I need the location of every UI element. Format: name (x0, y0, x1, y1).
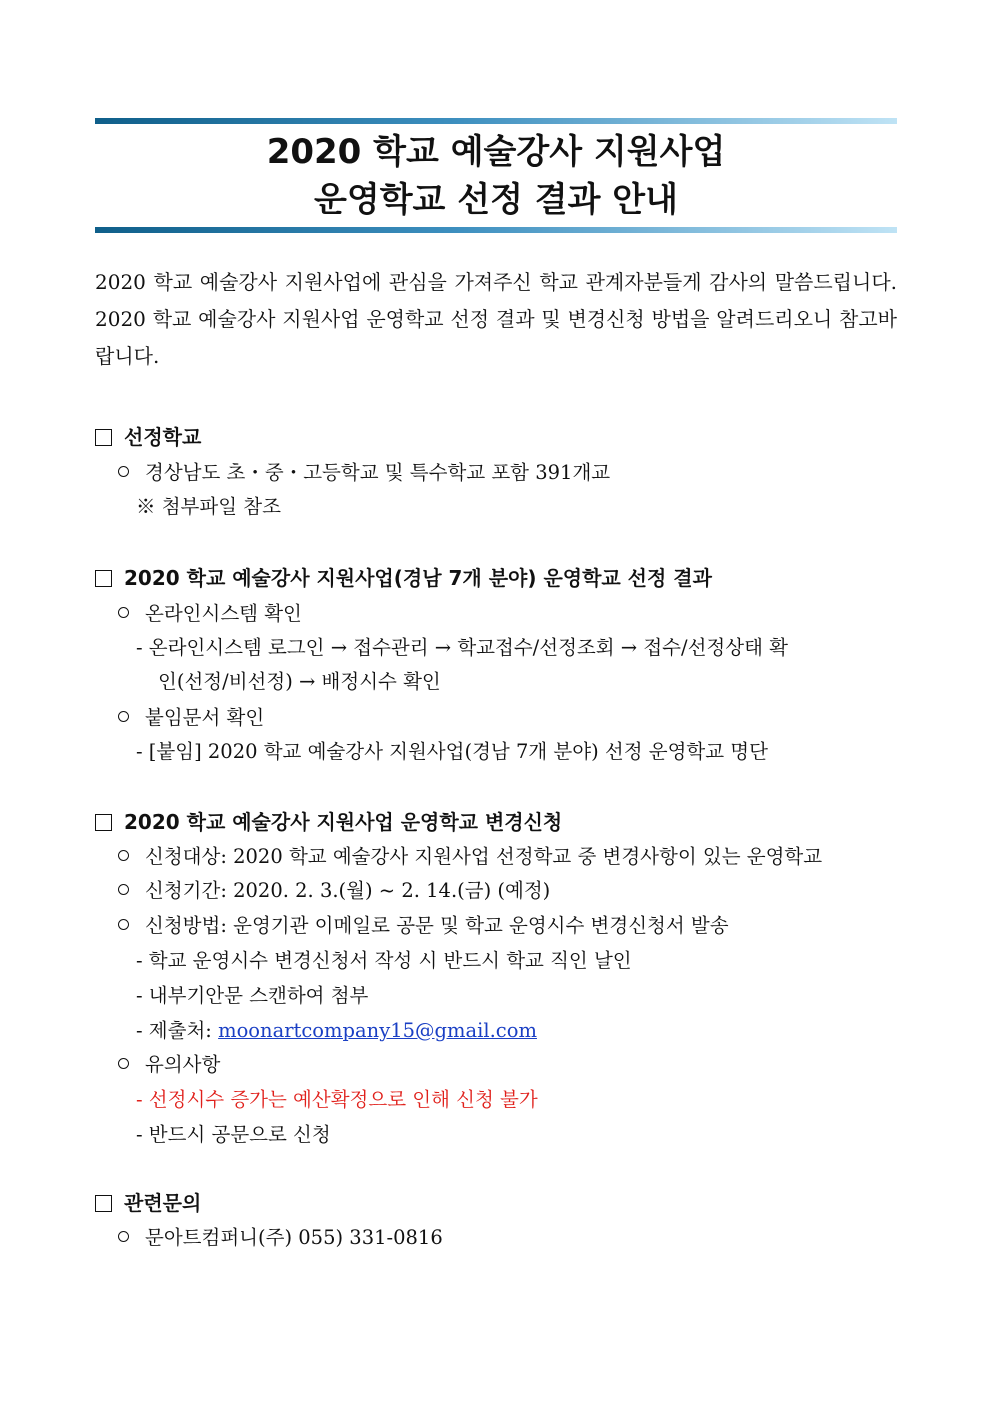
list-item-text: 온라인시스템 확인 (145, 602, 302, 625)
list-item (118, 841, 822, 869)
list-item (118, 702, 264, 730)
checkbox-square-icon (95, 814, 112, 831)
circle-bullet-icon (118, 1231, 129, 1242)
list-item (118, 457, 610, 485)
submit-label: - 제출처: (136, 1019, 219, 1042)
section-selection-result (95, 562, 712, 591)
list-item (118, 1049, 220, 1077)
list-item-text: 붙임문서 확인 (145, 706, 265, 729)
circle-bullet-icon (118, 466, 129, 477)
section-heading: 관련문의 (124, 1191, 202, 1215)
section-change-request (95, 806, 562, 835)
circle-bullet-icon (118, 884, 129, 895)
checkbox-square-icon (95, 570, 112, 587)
email-link[interactable]: moonartcompany15@gmail.com (218, 1019, 537, 1042)
intro-paragraph: 2020 학교 예술강사 지원사업에 관심을 가져주신 학교 관계자분들게 감사의 말씀드립니다. 2020 학교 예술강사 지원사업 운영학교 선정 결과 및 변경신청 방법을 알려드리오니 참고바랍니다. (95, 270, 897, 368)
list-item (118, 875, 550, 903)
section-heading: 2020 학교 예술강사 지원사업 운영학교 변경신청 (124, 810, 563, 834)
list-item-text: 신청대상: 2020 학교 예술강사 지원사업 선정학교 중 변경사항이 있는 운영학교 (145, 845, 823, 868)
section-inquiry (95, 1187, 201, 1216)
list-item-text: 신청방법: 운영기관 이메일로 공문 및 학교 운영시수 변경신청서 발송 (145, 914, 729, 937)
sub-item: - [붙임] 2020 학교 예술강사 지원사업(경남 7개 분야) 선정 운영학교 명단 (136, 740, 768, 763)
sub-item: - 학교 운영시수 변경신청서 작성 시 반드시 학교 직인 날인 (136, 949, 632, 972)
sub-item: - 반드시 공문으로 신청 (136, 1123, 331, 1146)
list-item-text: 문아트컴퍼니(주) 055) 331-0816 (145, 1226, 443, 1249)
title-rule-bottom (95, 227, 897, 233)
list-item (118, 1222, 443, 1250)
list-item-text: 유의사항 (145, 1053, 221, 1076)
circle-bullet-icon (118, 1058, 129, 1069)
sub-item: - 내부기안문 스캔하여 첨부 (136, 984, 369, 1007)
list-item (118, 598, 302, 626)
section-selected-schools (95, 421, 201, 450)
list-item (118, 910, 729, 938)
title-rule-top (95, 118, 897, 124)
warning-item: - 선정시수 증가는 예산확정으로 인해 신청 불가 (136, 1088, 538, 1111)
section-heading: 선정학교 (124, 425, 202, 449)
circle-bullet-icon (118, 919, 129, 930)
note-attachment: ※ 첨부파일 참조 (136, 495, 281, 518)
section-heading: 2020 학교 예술강사 지원사업(경남 7개 분야) 운영학교 선정 결과 (124, 566, 712, 590)
circle-bullet-icon (118, 850, 129, 861)
sub-item-submit-to (136, 1015, 537, 1043)
circle-bullet-icon (118, 711, 129, 722)
page-title-line1: 2020 학교 예술강사 지원사업 (266, 132, 726, 172)
list-item-text: 경상남도 초・중・고등학교 및 특수학교 포함 391개교 (145, 461, 611, 484)
checkbox-square-icon (95, 429, 112, 446)
circle-bullet-icon (118, 607, 129, 618)
page-title-line2: 운영학교 선정 결과 안내 (314, 180, 678, 220)
checkbox-square-icon (95, 1195, 112, 1212)
list-item-text: 신청기간: 2020. 2. 3.(월) ~ 2. 14.(금) (예정) (145, 879, 551, 902)
sub-item-continued: 인(선정/비선정) → 배정시수 확인 (158, 670, 441, 693)
sub-item: - 온라인시스템 로그인 → 접수관리 → 학교접수/선정조회 → 접수/선정상태 확 (136, 636, 788, 659)
